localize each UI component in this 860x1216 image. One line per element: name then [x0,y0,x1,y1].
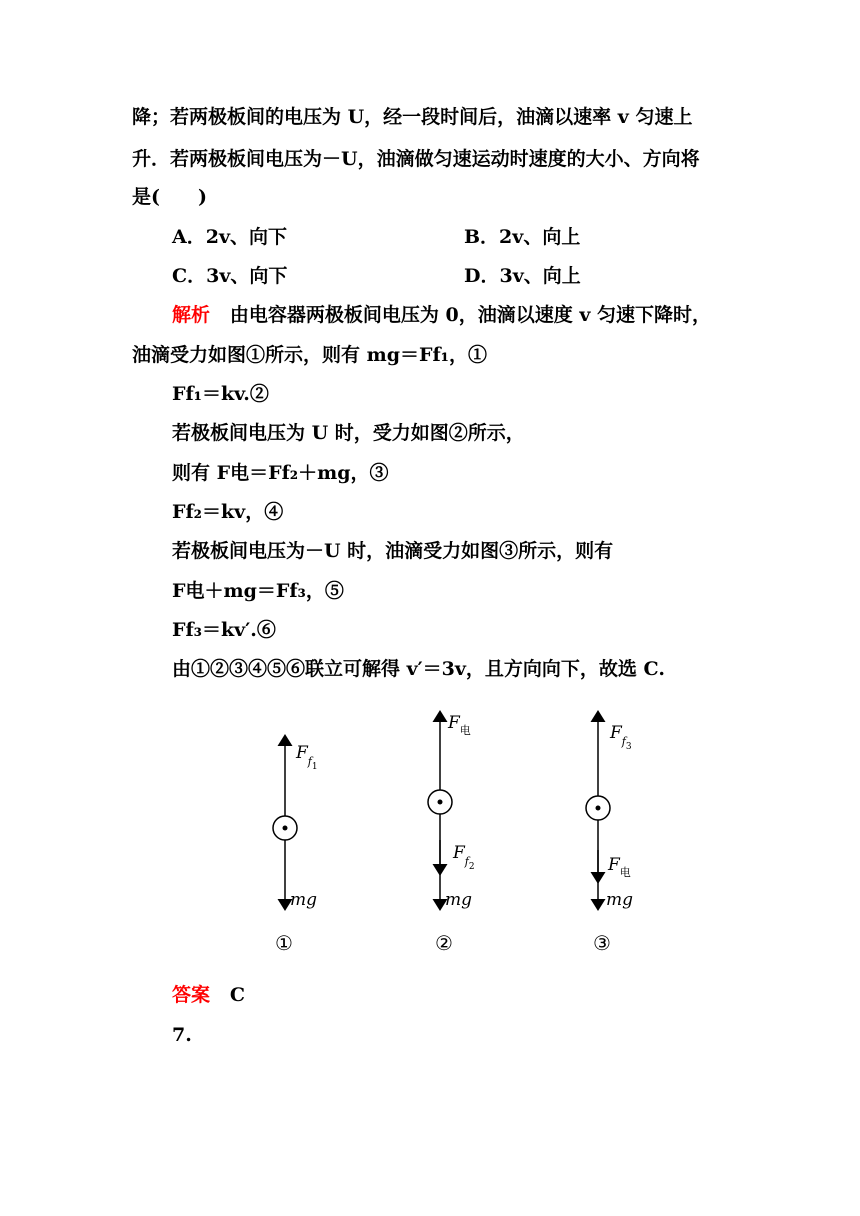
question-line-3: 是( ) [132,186,207,208]
analysis-line-6: Ff₂＝kv，④ [172,501,284,523]
analysis-line-3: Ff₁＝kv.② [172,383,269,405]
next-question-number: 7. [172,1024,192,1046]
d1-up-label: $F_{f1}$ [296,743,318,772]
analysis-line-2: 油滴受力如图①所示，则有 mg＝Ff₁，① [132,344,487,366]
analysis-line-5: 则有 F电＝Ff₂＋mg，③ [172,462,389,484]
d2-mid-label: $F_{f2}$ [453,843,475,872]
answer-value: C [229,984,245,1006]
analysis-line-9: Ff₃＝kv′.⑥ [172,619,276,641]
d3-mid-label: $F_电$ [608,855,631,879]
d2-label: ② [435,931,453,955]
option-b: B．2v、向上 [464,226,581,248]
diagram-1 [273,740,318,955]
analysis-line-4: 若极板间电压为 U 时，受力如图②所示， [172,422,525,444]
answer-line [172,983,245,1007]
analysis-line-10: 由①②③④⑤⑥联立可解得 v′＝3v，且方向向下，故选 C. [172,658,665,680]
diagram-2 [428,713,475,955]
question-line-1: 降；若两极板间的电压为 U，经一段时间后，油滴以速率 v 匀速上 [132,106,693,128]
analysis-line-8: F电＋mg＝Ff₃，⑤ [172,580,344,602]
d2-up-label: $F_电$ [448,713,471,737]
force-diagrams [240,700,660,970]
d3-up-label: $F_{f3}$ [610,723,632,752]
d1-label: ① [275,931,293,955]
analysis-line-7: 若极板间电压为－U 时，油滴受力如图③所示，则有 [172,540,614,562]
analysis-keyword: 解析 [172,304,211,326]
d2-down-label: mg [445,890,473,910]
analysis-line-1 [172,303,711,327]
diagram-3 [586,716,633,955]
d3-down-label: mg [606,890,634,910]
question-line-2: 升．若两极板间电压为－U，油滴做匀速运动时速度的大小、方向将 [132,148,700,170]
analysis-text-1: 由电容器两极板间电压为 0，油滴以速度 v 匀速下降时， [229,304,711,326]
option-a: A．2v、向下 [172,226,288,248]
option-d: D．3v、向上 [464,265,581,287]
answer-keyword: 答案 [172,984,211,1006]
option-c: C．3v、向下 [172,265,288,287]
d1-down-label: mg [290,890,318,910]
d3-label: ③ [593,931,611,955]
